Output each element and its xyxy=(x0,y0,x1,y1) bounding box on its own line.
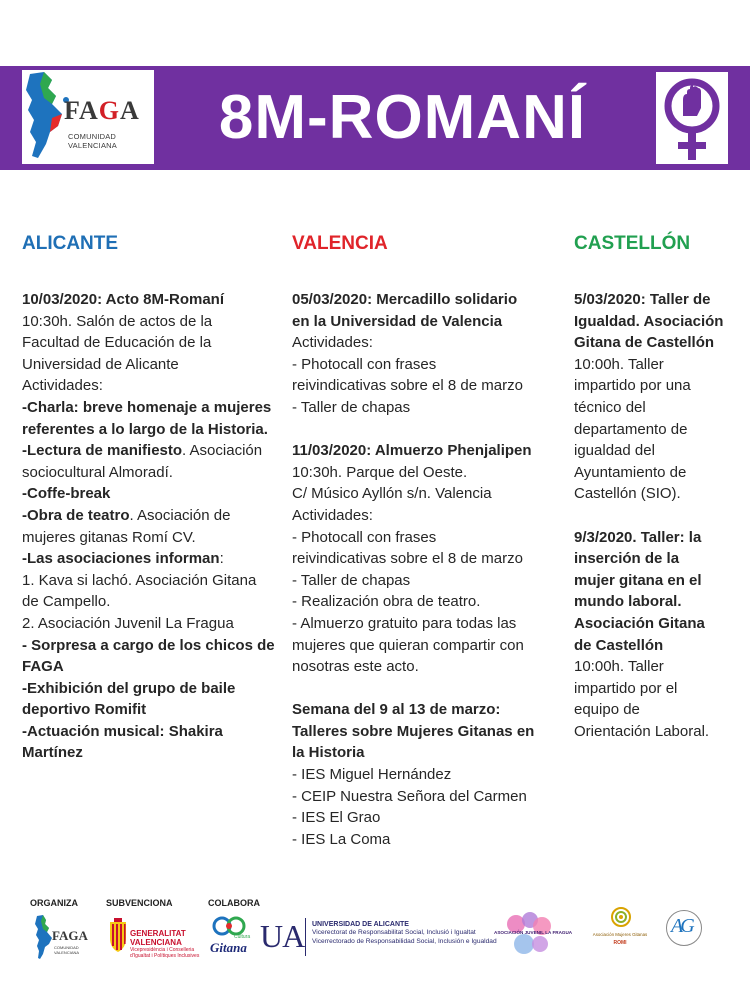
city-heading-alicante: ALICANTE xyxy=(22,233,119,254)
event-line: -Coffe-break xyxy=(22,485,111,503)
event-line: -Obra de teatro. Asociación de xyxy=(22,506,231,524)
event-line: de Campello. xyxy=(22,593,111,611)
faga-footer-logo xyxy=(34,914,100,960)
generalitat-logo-text xyxy=(130,929,199,959)
event-line: Orientación Laboral. xyxy=(574,722,710,740)
feminist-logo xyxy=(656,72,728,164)
romi-logo xyxy=(588,906,652,958)
column-castellon xyxy=(574,232,734,742)
faga-logo xyxy=(22,70,154,164)
event-line: - Sorpresa a cargo de los chicos de xyxy=(22,636,275,654)
venus-fist-icon xyxy=(656,72,728,164)
event-line: Semana del 9 al 13 de marzo: xyxy=(292,701,501,719)
event-line: técnico del xyxy=(574,398,646,416)
spacer xyxy=(574,505,734,527)
cultura-gitana-icon xyxy=(212,916,246,936)
organiza-label: ORGANIZA xyxy=(30,898,78,908)
fragua-logo xyxy=(494,910,573,958)
event-line: reivindicativas sobre el 8 de marzo xyxy=(292,377,523,395)
event-line: C/ Músico Ayllón s/n. Valencia xyxy=(292,485,492,503)
ua-logo-mark: UA xyxy=(260,918,305,954)
event-line: Actividades: xyxy=(292,334,373,352)
event-line: - IES El Grao xyxy=(292,809,381,827)
event-line: 2. Asociación Juvenil La Fragua xyxy=(22,614,234,632)
event-line: Actividades: xyxy=(22,377,103,395)
event-line: 9/3/2020. Taller: la xyxy=(574,528,702,546)
event-line: - Taller de chapas xyxy=(292,571,411,589)
event-line: Actividades: xyxy=(292,506,373,524)
event-line: - Photocall con frases xyxy=(292,355,437,373)
city-heading-castellon: CASTELLÓN xyxy=(574,233,691,254)
event-line: Martínez xyxy=(22,744,83,762)
generalitat-sub-2: d'Igualtat i Polítiques Inclusives xyxy=(130,953,200,959)
alicante-events xyxy=(22,289,284,764)
cultura-small-text: Cultura xyxy=(234,934,251,940)
event-line: -Las asociaciones informan: xyxy=(22,550,224,568)
event-line: igualdad del xyxy=(574,442,655,460)
map-icon xyxy=(34,914,54,960)
event-line: mujeres gitanas Romí CV. xyxy=(22,528,196,546)
event-line: departamento de xyxy=(574,420,688,438)
castellon-events xyxy=(574,289,734,742)
event-line: referentes a lo largo de la Historia. xyxy=(22,420,268,438)
event-line: Facultad de Educación de la xyxy=(22,334,212,352)
colabora-label: COLABORA xyxy=(208,898,260,908)
event-line: en la Universidad de Valencia xyxy=(292,312,503,330)
event-line: 1. Kava si lachó. Asociación Gitana xyxy=(22,571,257,589)
city-heading-valencia: VALENCIA xyxy=(292,233,388,254)
event-line: 10:30h. Parque del Oeste. xyxy=(292,463,468,481)
page-title: 8M-ROMANÍ xyxy=(218,83,587,152)
generalitat-shield-icon xyxy=(108,918,128,954)
event-line: Ayuntamiento de xyxy=(574,463,687,481)
event-line: inserción de la xyxy=(574,550,680,568)
ua-divider xyxy=(305,918,306,956)
event-line: deportivo Romifit xyxy=(22,701,147,719)
faga-footer-subtitle: COMUNIDAD VALENCIANA xyxy=(54,945,80,955)
event-line: mundo laboral. xyxy=(574,593,682,611)
event-line: de Castellón xyxy=(574,636,664,654)
valencia-events xyxy=(292,289,560,850)
generalitat-name-2: VALENCIANA xyxy=(130,938,182,947)
event-line: - Taller de chapas xyxy=(292,398,411,416)
event-line: 11/03/2020: Almuerzo Phenjalipen xyxy=(292,442,532,460)
event-line: impartido por una xyxy=(574,377,691,395)
event-line: - CEIP Nuestra Señora del Carmen xyxy=(292,787,527,805)
ua-title: UNIVERSIDAD DE ALICANTE xyxy=(312,921,409,928)
fragua-text: ASOCIACIÓN JUVENIL LA FRAGUA xyxy=(494,930,573,935)
column-valencia xyxy=(292,232,560,850)
header-banner xyxy=(0,66,750,170)
event-line: - Realización obra de teatro. xyxy=(292,593,481,611)
event-line: - IES La Coma xyxy=(292,830,391,848)
event-line: Igualdad. Asociación xyxy=(574,312,724,330)
cultura-gitana-text: Gitana xyxy=(210,940,247,955)
faga-footer-text: FAGA xyxy=(52,928,88,943)
event-line: 10:00h. Taller xyxy=(574,658,664,676)
event-line: FAGA xyxy=(22,658,64,676)
event-line: 10/03/2020: Acto 8M-Romaní xyxy=(22,291,225,308)
romi-spiral-icon xyxy=(610,906,632,928)
ua-line-1: Vicerectorat de Responsabilitat Social, Inclusió i Igualtat xyxy=(312,929,476,937)
ua-line-2: Vicerrectorado de Responsabilidad Social, Inclusión e Igualdad xyxy=(312,937,497,945)
romi-text-1: Asociación Mujeres Gitanas xyxy=(592,932,648,937)
event-line: - IES Miguel Hernández xyxy=(292,766,452,784)
event-line: 10:30h. Salón de actos de la xyxy=(22,312,213,330)
event-line: -Lectura de manifiesto. Asociación xyxy=(22,442,263,460)
event-line: reivindicativas sobre el 8 de marzo xyxy=(292,550,523,568)
event-line: 10:00h. Taller xyxy=(574,355,664,373)
event-line: 5/03/2020: Taller de xyxy=(574,291,711,308)
event-line: la Historia xyxy=(292,744,365,762)
faga-logo-text: FAGA xyxy=(64,96,140,125)
generalitat-sub-1: Vicepresidència i Conselleria xyxy=(130,947,195,953)
spacer xyxy=(292,678,560,700)
event-line: mujer gitana en el xyxy=(574,571,702,589)
ag-text: AG xyxy=(671,915,692,937)
event-line: nosotras este acto. xyxy=(292,658,419,676)
faga-logo-subtitle: COMUNIDAD VALENCIANA xyxy=(68,132,117,150)
event-line: -Exhibición del grupo de baile xyxy=(22,679,236,697)
event-line: - Photocall con frases xyxy=(292,528,437,546)
event-line: 05/03/2020: Mercadillo solidario xyxy=(292,291,518,308)
event-line: - Almuerzo gratuito para todas las xyxy=(292,614,517,632)
event-line: equipo de xyxy=(574,701,640,719)
spacer xyxy=(292,419,560,441)
event-line: impartido por el xyxy=(574,679,678,697)
ua-logo-text xyxy=(312,921,497,946)
ag-logo xyxy=(666,910,702,946)
event-line: -Charla: breve homenaje a mujeres xyxy=(22,398,272,416)
event-line: sociocultural Almoradí. xyxy=(22,463,173,481)
cultura-gitana-logo xyxy=(208,914,258,960)
event-line: -Actuación musical: Shakira xyxy=(22,722,223,740)
romi-text-2: ROMI xyxy=(613,940,627,946)
event-line: Gitana de Castellón xyxy=(574,334,715,352)
event-line: Asociación Gitana xyxy=(574,614,705,632)
subvenciona-label: SUBVENCIONA xyxy=(106,898,173,908)
column-alicante xyxy=(22,232,284,764)
event-line: Castellón (SIO). xyxy=(574,485,681,503)
generalitat-name-1: GENERALITAT xyxy=(130,929,186,938)
event-line: Universidad de Alicante xyxy=(22,355,179,373)
event-line: Talleres sobre Mujeres Gitanas en xyxy=(292,722,535,740)
event-line: mujeres que quieran compartir con xyxy=(292,636,524,654)
